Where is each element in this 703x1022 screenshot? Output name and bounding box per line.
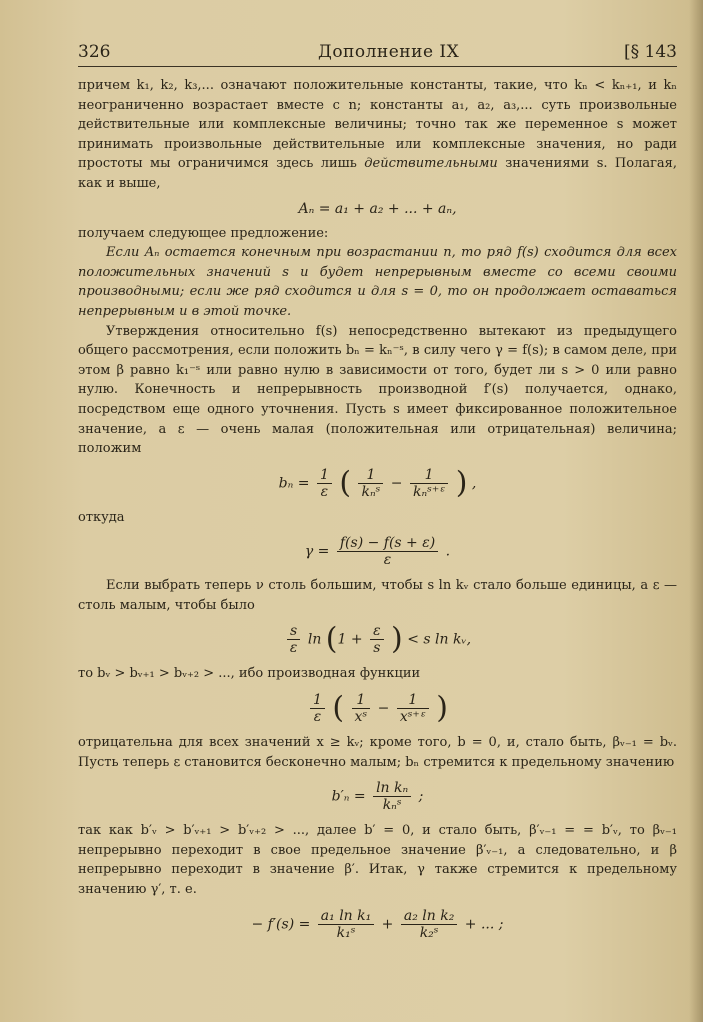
paragraph-intro-theorem: получаем следующее предложение: [78, 225, 329, 241]
fraction: $\frac{1}{\varepsilon}$ [317, 467, 332, 500]
paragraph-decreasing: то bᵥ > bᵥ₊₁ > bᵥ₊₂ > ..., ибо производная функции [78, 666, 421, 682]
equation-partial-sum: Aₙ = a₁ + a₂ + ... + aₙ, [298, 200, 457, 217]
fraction: $\frac{1}{\text{kₙˢ}}$ [358, 467, 383, 500]
paragraph-choose-nu: Если выбрать теперь ν столь большим, чтобы s ln kᵥ стало больше единицы, а ε — столь малым, чтобы было [78, 578, 677, 613]
page-header [78, 42, 677, 68]
equation-limit-bn: b′ₙ = $\frac{\text{ln kₙ}}{\text{kₙˢ}}$ ; [331, 780, 424, 814]
page-edge-shadow [689, 0, 703, 1022]
paragraph-proof: Утверждения относительно f(s) непосредственно вытекают из предыдущего общего рассмотрения, если положить bₙ = kₙ⁻ˢ, в силу чего γ = f(s); в самом деле, при этом β равно k₁⁻ˢ или равно нулю в зависимости от того, будет ли s > 0 или равно нулю. Конечность и непрерывность производной f′(s) получается, однако, посредством еще одного уточнения. Пусть s имеет фиксированное положительное значение, а ε — очень малая (положительная или отрицательная) величина; положим [78, 323, 677, 457]
equation-function: $\frac{1}{\varepsilon}$ ( $\frac{1}{\text{xˢ}}$ − $\frac{1}{\text{xˢ⁺ᵋ}}$ ) [78, 692, 677, 725]
equation-ln-inequality: $\frac{s}{\varepsilon}$ ln (1 + $\frac{\varepsilon}{s}$ ) < s ln kᵥ, [78, 623, 677, 656]
fraction: $\frac{f(s) - f(s + \varepsilon)}{\varepsilon}$ [337, 535, 438, 568]
fraction: $\frac{1}{\text{xˢ}}$ [352, 692, 371, 725]
fraction: $\frac{1}{\varepsilon}$ [310, 692, 325, 725]
page-body [78, 76, 677, 949]
fraction: $\frac{\varepsilon}{s}$ [370, 623, 384, 656]
running-title: Дополнение IX [318, 42, 460, 62]
emphasis-real: действительными [364, 156, 498, 172]
fraction: $\frac{\text{ln kₙ}}{\text{kₙˢ}}$ [373, 780, 411, 813]
header-rule [78, 66, 677, 67]
equation-gamma: γ = $\frac{f(s) - f(s + \varepsilon)}{\varepsilon}$ . [304, 535, 451, 569]
fraction: $\frac{\text{a₁ ln k₁}}{\text{k₁ˢ}}$ [318, 908, 374, 941]
equation-bn: bₙ = $\frac{1}{\varepsilon}$ ( $\frac{1}{\text{kₙˢ}}$ − $\frac{1}{\text{kₙˢ⁺ᵋ}}$ ) , [278, 465, 477, 501]
fraction: $\frac{1}{\text{kₙˢ⁺ᵋ}}$ [410, 467, 448, 500]
paragraph-whence: откуда [78, 509, 125, 525]
fraction: $\frac{1}{\text{xˢ⁺ᵋ}}$ [397, 692, 429, 725]
fraction: $\frac{s}{\varepsilon}$ [287, 623, 301, 656]
section-reference: [§ 143 [624, 42, 677, 62]
theorem-statement: Если Aₙ остается конечным при возрастании n, то ряд f(s) сходится для всех положительных значений s и будет непрерывным вместе со всеми своими производными; если же ряд сходится и для s = 0, то он продолжает оставаться непрерывным и в этой точке. [78, 245, 677, 319]
page-number: 326 [78, 42, 111, 62]
fraction: $\frac{\text{a₂ ln k₂}}{\text{k₂ˢ}}$ [401, 908, 457, 941]
paragraph-limit: так как b′ᵥ > b′ᵥ₊₁ > b′ᵥ₊₂ > ..., далее b′ = 0, и стало быть, β′ᵥ₋₁ = = b′ᵥ, то βᵥ₋₁ непрерывно переходит в свое предельное значение β′ᵥ₋₁, а следовательно, и β непрерывно переходит в значение β′. Итак, γ также стремится к предельному значению γ′, т. е. [78, 823, 677, 898]
paragraph-constants: причем k₁, k₂, k₃,... означают положительные константы, такие, что kₙ < kₙ₊₁, и kₙ неограниченно возрастает вместе с n; константы a₁, a₂, a₃,... суть произвольные действительные или комплексные величины; точно так же переменное s может принимать произвольные действительные или комплексные значения, но ради простоты мы ограничимся здесь лишь действительными значениями s. Полагая, как и выше, [78, 78, 677, 191]
paragraph-negative: отрицательна для всех значений x ≥ kᵥ; кроме того, b = 0, и, стало быть, βᵥ₋₁ = bᵥ. Пусть теперь ε становится бесконечно малым; bₙ стремится к предельному значению [78, 735, 677, 770]
equation-derivative: − f′(s) = $\frac{\text{a₁ ln k₁}}{\text{k₁ˢ}}$ + $\frac{\text{a₂ ln k₂}}{\text{k₂ˢ}}$ + ... ; [251, 907, 504, 941]
